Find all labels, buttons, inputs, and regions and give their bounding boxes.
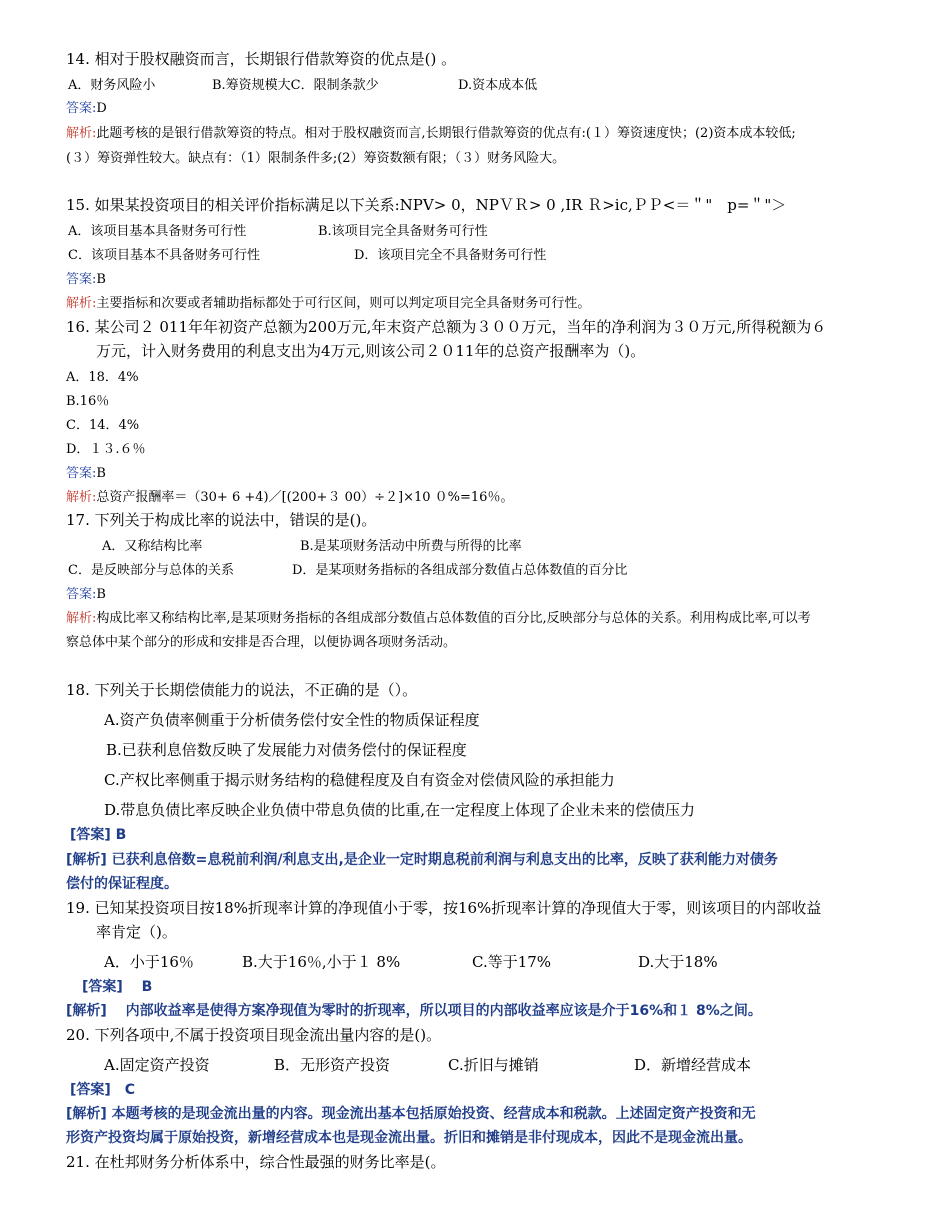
q17-stem: 17. 下列关于构成比率的说法中，错误的是()。 <box>66 511 377 529</box>
q19-answer: [答案] B <box>82 979 153 995</box>
q15-option-d: D．该项目完全不具备财务可行性 <box>354 248 547 263</box>
q18-stem: 18. 下列关于长期偿债能力的说法，不正确的是（）。 <box>66 681 418 699</box>
q18-option-c: C.产权比率侧重于揭示财务结构的稳健程度及自有资金对偿债风险的承担能力 <box>104 771 615 789</box>
q17-option-c: C．是反映部分与总体的关系 <box>68 563 234 578</box>
q17-explanation-2: 察总体中某个部分的形成和安排是否合理，以便协调各项财务活动。 <box>66 635 457 650</box>
q15-stem: 15. 如果某投资项目的相关评价指标满足以下关系:NPV> 0，NPＶＲ> 0 ,IR Ｒ>ic,ＰＰ<＝＂" p=＂"＞ <box>66 196 787 214</box>
q15-explanation: 解析:主要指标和次要或者辅助指标都处于可行区间，则可以判定项目完全具备财务可行性。 <box>66 296 591 311</box>
q20-option-c: C.折旧与摊销 <box>448 1056 539 1074</box>
q16-option-b: B.16％ <box>66 394 110 409</box>
q16-stem-2: 万元，计入财务费用的利息支出为4万元,则该公司２０11年的总资产报酬率为（)。 <box>96 342 646 360</box>
q16-answer: 答案:B <box>66 466 106 481</box>
q16-option-d: D．１３.６％ <box>66 442 146 457</box>
q18-option-d: D.带息负债比率反映企业负债中带息负债的比重,在一定程度上体现了企业未来的偿债压力 <box>104 801 696 819</box>
q20-answer: [答案] C <box>70 1082 136 1098</box>
q15-answer: 答案:B <box>66 272 106 287</box>
q18-explanation-2: 偿付的保证程度。 <box>66 876 178 892</box>
q16-option-c: C．14．4% <box>66 418 140 433</box>
q17-option-d: D．是某项财务指标的各组成部分数值占总体数值的百分比 <box>292 563 628 578</box>
q20-explanation-1: [解析] 本题考核的是现金流出量的内容。现金流出基本包括原始投资、经营成本和税款。上述固定资产投资和无 <box>66 1106 756 1122</box>
q15-option-b: B.该项目完全具备财务可行性 <box>318 224 488 239</box>
q21-stem: 21. 在杜邦财务分析体系中，综合性最强的财务比率是(。 <box>66 1153 446 1171</box>
q19-option-b: B.大于16％,小于１ 8% <box>242 953 401 971</box>
q20-stem: 20. 下列各项中,不属于投资项目现金流出量内容的是()。 <box>66 1026 442 1044</box>
q18-option-b: B.已获利息倍数反映了发展能力对债务偿付的保证程度 <box>106 741 467 759</box>
q14-option-bc: B.筹资规模大C．限制条款少 <box>212 78 379 93</box>
q17-option-a: A．又称结构比率 <box>102 539 203 554</box>
q16-option-a: A．18．4% <box>66 370 139 385</box>
q19-explanation: [解析] 内部收益率是使得方案净现值为零时的折现率，所以项目的内部收益率应该是介于16%和１ 8%之间。 <box>66 1003 762 1019</box>
q19-option-d: D.大于18% <box>638 953 718 971</box>
q20-option-b: B．无形资产投资 <box>274 1056 391 1074</box>
q14-explanation-2: (３）筹资弹性较大。缺点有：（1）限制条件多;(2）筹资数额有限；（３）财务风险大。 <box>66 151 566 166</box>
q20-explanation-2: 形资产投资均属于原始投资，新增经营成本也是现金流出量。折旧和摊销是非付现成本，因此不是现金流出量。 <box>66 1130 752 1146</box>
q14-option-d: D.资本成本低 <box>458 78 538 93</box>
q14-answer: 答案:D <box>66 101 107 116</box>
q19-stem-2: 率肯定（)。 <box>96 923 177 941</box>
q14-stem: 14. 相对于股权融资而言，长期银行借款筹资的优点是() 。 <box>66 50 457 68</box>
q19-option-a: A．小于16％ <box>104 953 194 971</box>
q15-option-a: A．该项目基本具备财务可行性 <box>68 224 247 239</box>
q14-option-a: A．财务风险小 <box>68 78 156 93</box>
q16-stem-1: 16. 某公司２ 011年年初资产总额为200万元,年末资产总额为３００万元，当年的净利润为３０万元,所得税额为６ <box>66 318 827 336</box>
q16-explanation: 解析:总资产报酬率＝（30+ 6 +4)／[(200+３ 00）÷２]×10 ０%=16％。 <box>66 490 514 505</box>
q18-option-a: A.资产负债率侧重于分析债务偿付安全性的物质保证程度 <box>104 711 480 729</box>
q19-stem-1: 19. 已知某投资项目按18%折现率计算的净现值小于零，按16%折现率计算的净现值大于零，则该项目的内部收益 <box>66 899 822 917</box>
q15-option-c: C．该项目基本不具备财务可行性 <box>68 248 260 263</box>
q14-explanation-1: 解析:此题考核的是银行借款筹资的特点。相对于股权融资而言,长期银行借款筹资的优点有:(１）筹资速度快；(2)资本成本较低; <box>66 126 796 141</box>
q20-option-a: A.固定资产投资 <box>104 1056 210 1074</box>
q17-answer: 答案:B <box>66 587 106 602</box>
q19-option-c: C.等于17% <box>472 953 552 971</box>
q18-answer: [答案] B <box>70 827 127 843</box>
q17-explanation-1: 解析:构成比率又称结构比率,是某项财务指标的各组成部分数值占总体数值的百分比,反映部分与总体的关系。利用构成比率,可以考 <box>66 611 811 626</box>
q17-option-b: B.是某项财务活动中所费与所得的比率 <box>300 539 522 554</box>
q20-option-d: D．新增经营成本 <box>634 1056 752 1074</box>
q18-explanation-1: [解析] 已获利息倍数=息税前利润/利息支出,是企业一定时期息税前利润与利息支出的比率，反映了获利能力对债务 <box>66 852 778 868</box>
